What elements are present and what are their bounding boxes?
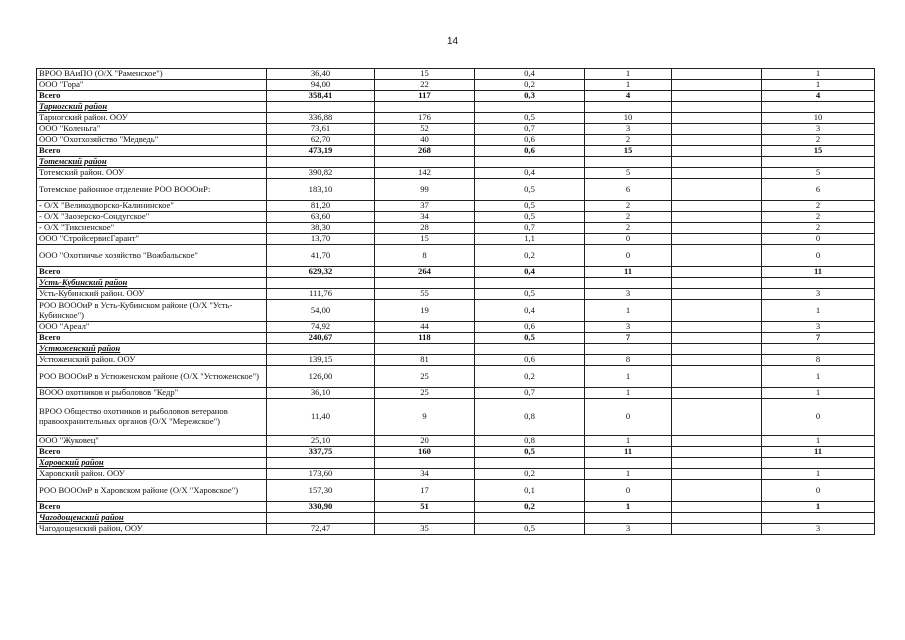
count-cell: 34 [375, 212, 475, 223]
count-cell: 44 [375, 322, 475, 333]
limit-cell: 5 [762, 168, 875, 179]
area-cell: 330,90 [267, 502, 375, 513]
total-row [37, 91, 875, 102]
organization-name: - О/Х "Великодворско-Калининское" [37, 201, 267, 212]
organization-name: Усть-Кубинский район. ООУ [37, 289, 267, 300]
limit-cell: 0 [762, 399, 875, 436]
table-row [37, 388, 875, 399]
organization-name: ВРОО Общество охотников и рыболовов ветеранов правоохранительных органов (О/Х "Мережское") [37, 399, 267, 436]
density-cell: 0,4 [475, 267, 585, 278]
blank-cell [672, 436, 762, 447]
count-cell: 17 [375, 480, 475, 502]
empty-cell [475, 157, 585, 168]
count-cell: 55 [375, 289, 475, 300]
blank-cell [672, 399, 762, 436]
density-cell: 0,5 [475, 524, 585, 535]
empty-cell [475, 102, 585, 113]
table-row [37, 69, 875, 80]
density-cell: 1,1 [475, 234, 585, 245]
hunting-quota-table [36, 68, 875, 535]
empty-cell [762, 102, 875, 113]
quota-cell: 3 [585, 124, 672, 135]
blank-cell [672, 469, 762, 480]
total-row [37, 267, 875, 278]
blank-cell [672, 245, 762, 267]
count-cell: 15 [375, 234, 475, 245]
limit-cell: 10 [762, 113, 875, 124]
empty-cell [762, 458, 875, 469]
area-cell: 473,19 [267, 146, 375, 157]
blank-cell [672, 388, 762, 399]
table-row [37, 469, 875, 480]
area-cell: 139,15 [267, 355, 375, 366]
quota-cell: 1 [585, 388, 672, 399]
count-cell: 142 [375, 168, 475, 179]
organization-name: ВООО охотников и рыболовов "Кедр" [37, 388, 267, 399]
area-cell: 337,75 [267, 447, 375, 458]
empty-cell [267, 513, 375, 524]
area-cell: 94,00 [267, 80, 375, 91]
limit-cell: 0 [762, 245, 875, 267]
limit-cell: 0 [762, 234, 875, 245]
table-body [37, 69, 875, 535]
table-row [37, 201, 875, 212]
table-row [37, 179, 875, 201]
density-cell: 0,7 [475, 124, 585, 135]
empty-cell [585, 157, 672, 168]
empty-cell [475, 278, 585, 289]
area-cell: 11,40 [267, 399, 375, 436]
empty-cell [375, 344, 475, 355]
district-name: Тотемский район [37, 157, 267, 168]
empty-cell [267, 102, 375, 113]
blank-cell [672, 289, 762, 300]
table-row [37, 366, 875, 388]
organization-name: ООО "Ареал" [37, 322, 267, 333]
area-cell: 358,41 [267, 91, 375, 102]
table-row [37, 245, 875, 267]
empty-cell [672, 458, 762, 469]
area-cell: 183,10 [267, 179, 375, 201]
area-cell: 72,47 [267, 524, 375, 535]
quota-cell: 1 [585, 436, 672, 447]
quota-cell: 0 [585, 399, 672, 436]
count-cell: 28 [375, 223, 475, 234]
quota-cell: 2 [585, 223, 672, 234]
area-cell: 81,20 [267, 201, 375, 212]
organization-name: Всего [37, 447, 267, 458]
empty-cell [672, 513, 762, 524]
count-cell: 117 [375, 91, 475, 102]
density-cell: 0,2 [475, 502, 585, 513]
empty-cell [762, 278, 875, 289]
count-cell: 20 [375, 436, 475, 447]
empty-cell [585, 278, 672, 289]
count-cell: 52 [375, 124, 475, 135]
density-cell: 0,4 [475, 69, 585, 80]
limit-cell: 15 [762, 146, 875, 157]
district-name: Усть-Кубинский район [37, 278, 267, 289]
count-cell: 35 [375, 524, 475, 535]
blank-cell [672, 234, 762, 245]
limit-cell: 1 [762, 366, 875, 388]
district-name: Чагодощенский район [37, 513, 267, 524]
quota-cell: 1 [585, 300, 672, 322]
blank-cell [672, 333, 762, 344]
empty-cell [267, 278, 375, 289]
area-cell: 54,00 [267, 300, 375, 322]
count-cell: 264 [375, 267, 475, 278]
count-cell: 160 [375, 447, 475, 458]
district-header-row [37, 458, 875, 469]
area-cell: 36,10 [267, 388, 375, 399]
area-cell: 13,70 [267, 234, 375, 245]
table-row [37, 355, 875, 366]
count-cell: 118 [375, 333, 475, 344]
blank-cell [672, 480, 762, 502]
density-cell: 0,2 [475, 80, 585, 91]
organization-name: Чагодощенский район, ООУ [37, 524, 267, 535]
quota-cell: 6 [585, 179, 672, 201]
table-row [37, 300, 875, 322]
table-row [37, 168, 875, 179]
organization-name: Всего [37, 146, 267, 157]
blank-cell [672, 502, 762, 513]
quota-cell: 8 [585, 355, 672, 366]
empty-cell [267, 344, 375, 355]
organization-name: Тотемское районное отделение РОО ВОООиР: [37, 179, 267, 201]
empty-cell [375, 458, 475, 469]
quota-cell: 3 [585, 322, 672, 333]
table-row [37, 124, 875, 135]
area-cell: 38,30 [267, 223, 375, 234]
organization-name: Тарногский район. ООУ [37, 113, 267, 124]
empty-cell [762, 513, 875, 524]
density-cell: 0,5 [475, 113, 585, 124]
table-row [37, 135, 875, 146]
limit-cell: 3 [762, 322, 875, 333]
area-cell: 390,82 [267, 168, 375, 179]
count-cell: 176 [375, 113, 475, 124]
density-cell: 0,5 [475, 447, 585, 458]
blank-cell [672, 69, 762, 80]
empty-cell [672, 344, 762, 355]
blank-cell [672, 91, 762, 102]
limit-cell: 1 [762, 300, 875, 322]
table-row [37, 113, 875, 124]
blank-cell [672, 201, 762, 212]
organization-name: Всего [37, 91, 267, 102]
density-cell: 0,6 [475, 135, 585, 146]
area-cell: 62,70 [267, 135, 375, 146]
count-cell: 40 [375, 135, 475, 146]
total-row [37, 447, 875, 458]
density-cell: 0,6 [475, 322, 585, 333]
table-row [37, 524, 875, 535]
limit-cell: 3 [762, 289, 875, 300]
blank-cell [672, 124, 762, 135]
organization-name: ООО "СтройсервисГарант" [37, 234, 267, 245]
table-row [37, 436, 875, 447]
density-cell: 0,4 [475, 168, 585, 179]
area-cell: 111,76 [267, 289, 375, 300]
empty-cell [375, 102, 475, 113]
density-cell: 0,2 [475, 366, 585, 388]
count-cell: 37 [375, 201, 475, 212]
quota-cell: 4 [585, 91, 672, 102]
limit-cell: 11 [762, 267, 875, 278]
organization-name: РОО ВОООиР в Устюженском районе (О/Х "Устюженское") [37, 366, 267, 388]
area-cell: 25,10 [267, 436, 375, 447]
area-cell: 74,92 [267, 322, 375, 333]
limit-cell: 1 [762, 69, 875, 80]
count-cell: 34 [375, 469, 475, 480]
quota-cell: 3 [585, 289, 672, 300]
count-cell: 268 [375, 146, 475, 157]
density-cell: 0,5 [475, 179, 585, 201]
organization-name: ООО "Коленьга" [37, 124, 267, 135]
empty-cell [672, 102, 762, 113]
empty-cell [585, 102, 672, 113]
empty-cell [762, 344, 875, 355]
density-cell: 0,8 [475, 436, 585, 447]
empty-cell [585, 344, 672, 355]
area-cell: 629,32 [267, 267, 375, 278]
area-cell: 73,61 [267, 124, 375, 135]
quota-cell: 11 [585, 267, 672, 278]
area-cell: 63,60 [267, 212, 375, 223]
density-cell: 0,7 [475, 223, 585, 234]
empty-cell [375, 157, 475, 168]
quota-cell: 0 [585, 480, 672, 502]
page-number: 14 [446, 36, 459, 47]
area-cell: 173,60 [267, 469, 375, 480]
quota-cell: 2 [585, 201, 672, 212]
table-row [37, 399, 875, 436]
quota-cell: 10 [585, 113, 672, 124]
district-header-row [37, 513, 875, 524]
organization-name: ООО "Гора" [37, 80, 267, 91]
empty-cell [585, 513, 672, 524]
blank-cell [672, 366, 762, 388]
count-cell: 8 [375, 245, 475, 267]
blank-cell [672, 355, 762, 366]
organization-name: Тотемский район. ООУ [37, 168, 267, 179]
table-row [37, 480, 875, 502]
organization-name: ВРОО ВАиПО (О/Х "Раменское") [37, 69, 267, 80]
limit-cell: 1 [762, 436, 875, 447]
blank-cell [672, 300, 762, 322]
organization-name: ООО "Охотничье хозяйство "Вожбальское" [37, 245, 267, 267]
table-row [37, 223, 875, 234]
limit-cell: 2 [762, 201, 875, 212]
limit-cell: 8 [762, 355, 875, 366]
density-cell: 0,5 [475, 333, 585, 344]
limit-cell: 1 [762, 502, 875, 513]
quota-cell: 1 [585, 69, 672, 80]
count-cell: 51 [375, 502, 475, 513]
empty-cell [475, 458, 585, 469]
empty-cell [762, 157, 875, 168]
density-cell: 0,3 [475, 91, 585, 102]
density-cell: 0,4 [475, 300, 585, 322]
area-cell: 41,70 [267, 245, 375, 267]
area-cell: 36,40 [267, 69, 375, 80]
district-name: Тарногский район [37, 102, 267, 113]
limit-cell: 1 [762, 80, 875, 91]
organization-name: Всего [37, 267, 267, 278]
blank-cell [672, 322, 762, 333]
blank-cell [672, 447, 762, 458]
quota-cell: 1 [585, 80, 672, 91]
limit-cell: 6 [762, 179, 875, 201]
quota-cell: 11 [585, 447, 672, 458]
quota-cell: 15 [585, 146, 672, 157]
quota-cell: 1 [585, 366, 672, 388]
limit-cell: 3 [762, 524, 875, 535]
empty-cell [672, 278, 762, 289]
total-row [37, 502, 875, 513]
count-cell: 25 [375, 366, 475, 388]
total-row [37, 146, 875, 157]
empty-cell [585, 458, 672, 469]
empty-cell [475, 513, 585, 524]
count-cell: 25 [375, 388, 475, 399]
blank-cell [672, 135, 762, 146]
limit-cell: 1 [762, 388, 875, 399]
blank-cell [672, 113, 762, 124]
organization-name: РОО ВОООиР в Харовском районе (О/Х "Харовское") [37, 480, 267, 502]
quota-cell: 5 [585, 168, 672, 179]
empty-cell [267, 458, 375, 469]
quota-cell: 7 [585, 333, 672, 344]
empty-cell [267, 157, 375, 168]
limit-cell: 4 [762, 91, 875, 102]
density-cell: 0,6 [475, 355, 585, 366]
count-cell: 15 [375, 69, 475, 80]
district-header-row [37, 102, 875, 113]
limit-cell: 11 [762, 447, 875, 458]
area-cell: 336,88 [267, 113, 375, 124]
quota-cell: 3 [585, 524, 672, 535]
quota-cell: 0 [585, 245, 672, 267]
blank-cell [672, 146, 762, 157]
density-cell: 0,5 [475, 289, 585, 300]
blank-cell [672, 223, 762, 234]
quota-cell: 2 [585, 212, 672, 223]
limit-cell: 7 [762, 333, 875, 344]
organization-name: - О/Х "Тиксненское" [37, 223, 267, 234]
organization-name: Всего [37, 333, 267, 344]
limit-cell: 2 [762, 135, 875, 146]
count-cell: 22 [375, 80, 475, 91]
blank-cell [672, 212, 762, 223]
blank-cell [672, 168, 762, 179]
empty-cell [672, 157, 762, 168]
table-row [37, 289, 875, 300]
limit-cell: 2 [762, 212, 875, 223]
district-name: Харовский район [37, 458, 267, 469]
organization-name: Харовский район. ООУ [37, 469, 267, 480]
district-name: Устюженский район [37, 344, 267, 355]
blank-cell [672, 524, 762, 535]
organization-name: Устюженский район. ООУ [37, 355, 267, 366]
blank-cell [672, 80, 762, 91]
table-row [37, 80, 875, 91]
empty-cell [375, 513, 475, 524]
organization-name: - О/Х "Заозерско-Сондугское" [37, 212, 267, 223]
area-cell: 157,30 [267, 480, 375, 502]
count-cell: 9 [375, 399, 475, 436]
empty-cell [475, 344, 585, 355]
limit-cell: 3 [762, 124, 875, 135]
quota-cell: 1 [585, 502, 672, 513]
blank-cell [672, 267, 762, 278]
quota-cell: 2 [585, 135, 672, 146]
district-header-row [37, 344, 875, 355]
area-cell: 240,67 [267, 333, 375, 344]
district-header-row [37, 157, 875, 168]
blank-cell [672, 179, 762, 201]
density-cell: 0,8 [475, 399, 585, 436]
count-cell: 81 [375, 355, 475, 366]
organization-name: ООО "Жуковец" [37, 436, 267, 447]
organization-name: ООО "Охотхозяйство "Медведь" [37, 135, 267, 146]
limit-cell: 2 [762, 223, 875, 234]
density-cell: 0,2 [475, 245, 585, 267]
organization-name: РОО ВОООиР в Усть-Кубинском районе (О/Х "Усть-Кубинское") [37, 300, 267, 322]
density-cell: 0,5 [475, 212, 585, 223]
district-header-row [37, 278, 875, 289]
table-row [37, 234, 875, 245]
quota-cell: 1 [585, 469, 672, 480]
limit-cell: 0 [762, 480, 875, 502]
table-row [37, 212, 875, 223]
area-cell: 126,00 [267, 366, 375, 388]
quota-cell: 0 [585, 234, 672, 245]
density-cell: 0,2 [475, 469, 585, 480]
organization-name: Всего [37, 502, 267, 513]
table-row [37, 322, 875, 333]
density-cell: 0,1 [475, 480, 585, 502]
count-cell: 19 [375, 300, 475, 322]
limit-cell: 1 [762, 469, 875, 480]
density-cell: 0,5 [475, 201, 585, 212]
empty-cell [375, 278, 475, 289]
density-cell: 0,6 [475, 146, 585, 157]
total-row [37, 333, 875, 344]
count-cell: 99 [375, 179, 475, 201]
density-cell: 0,7 [475, 388, 585, 399]
